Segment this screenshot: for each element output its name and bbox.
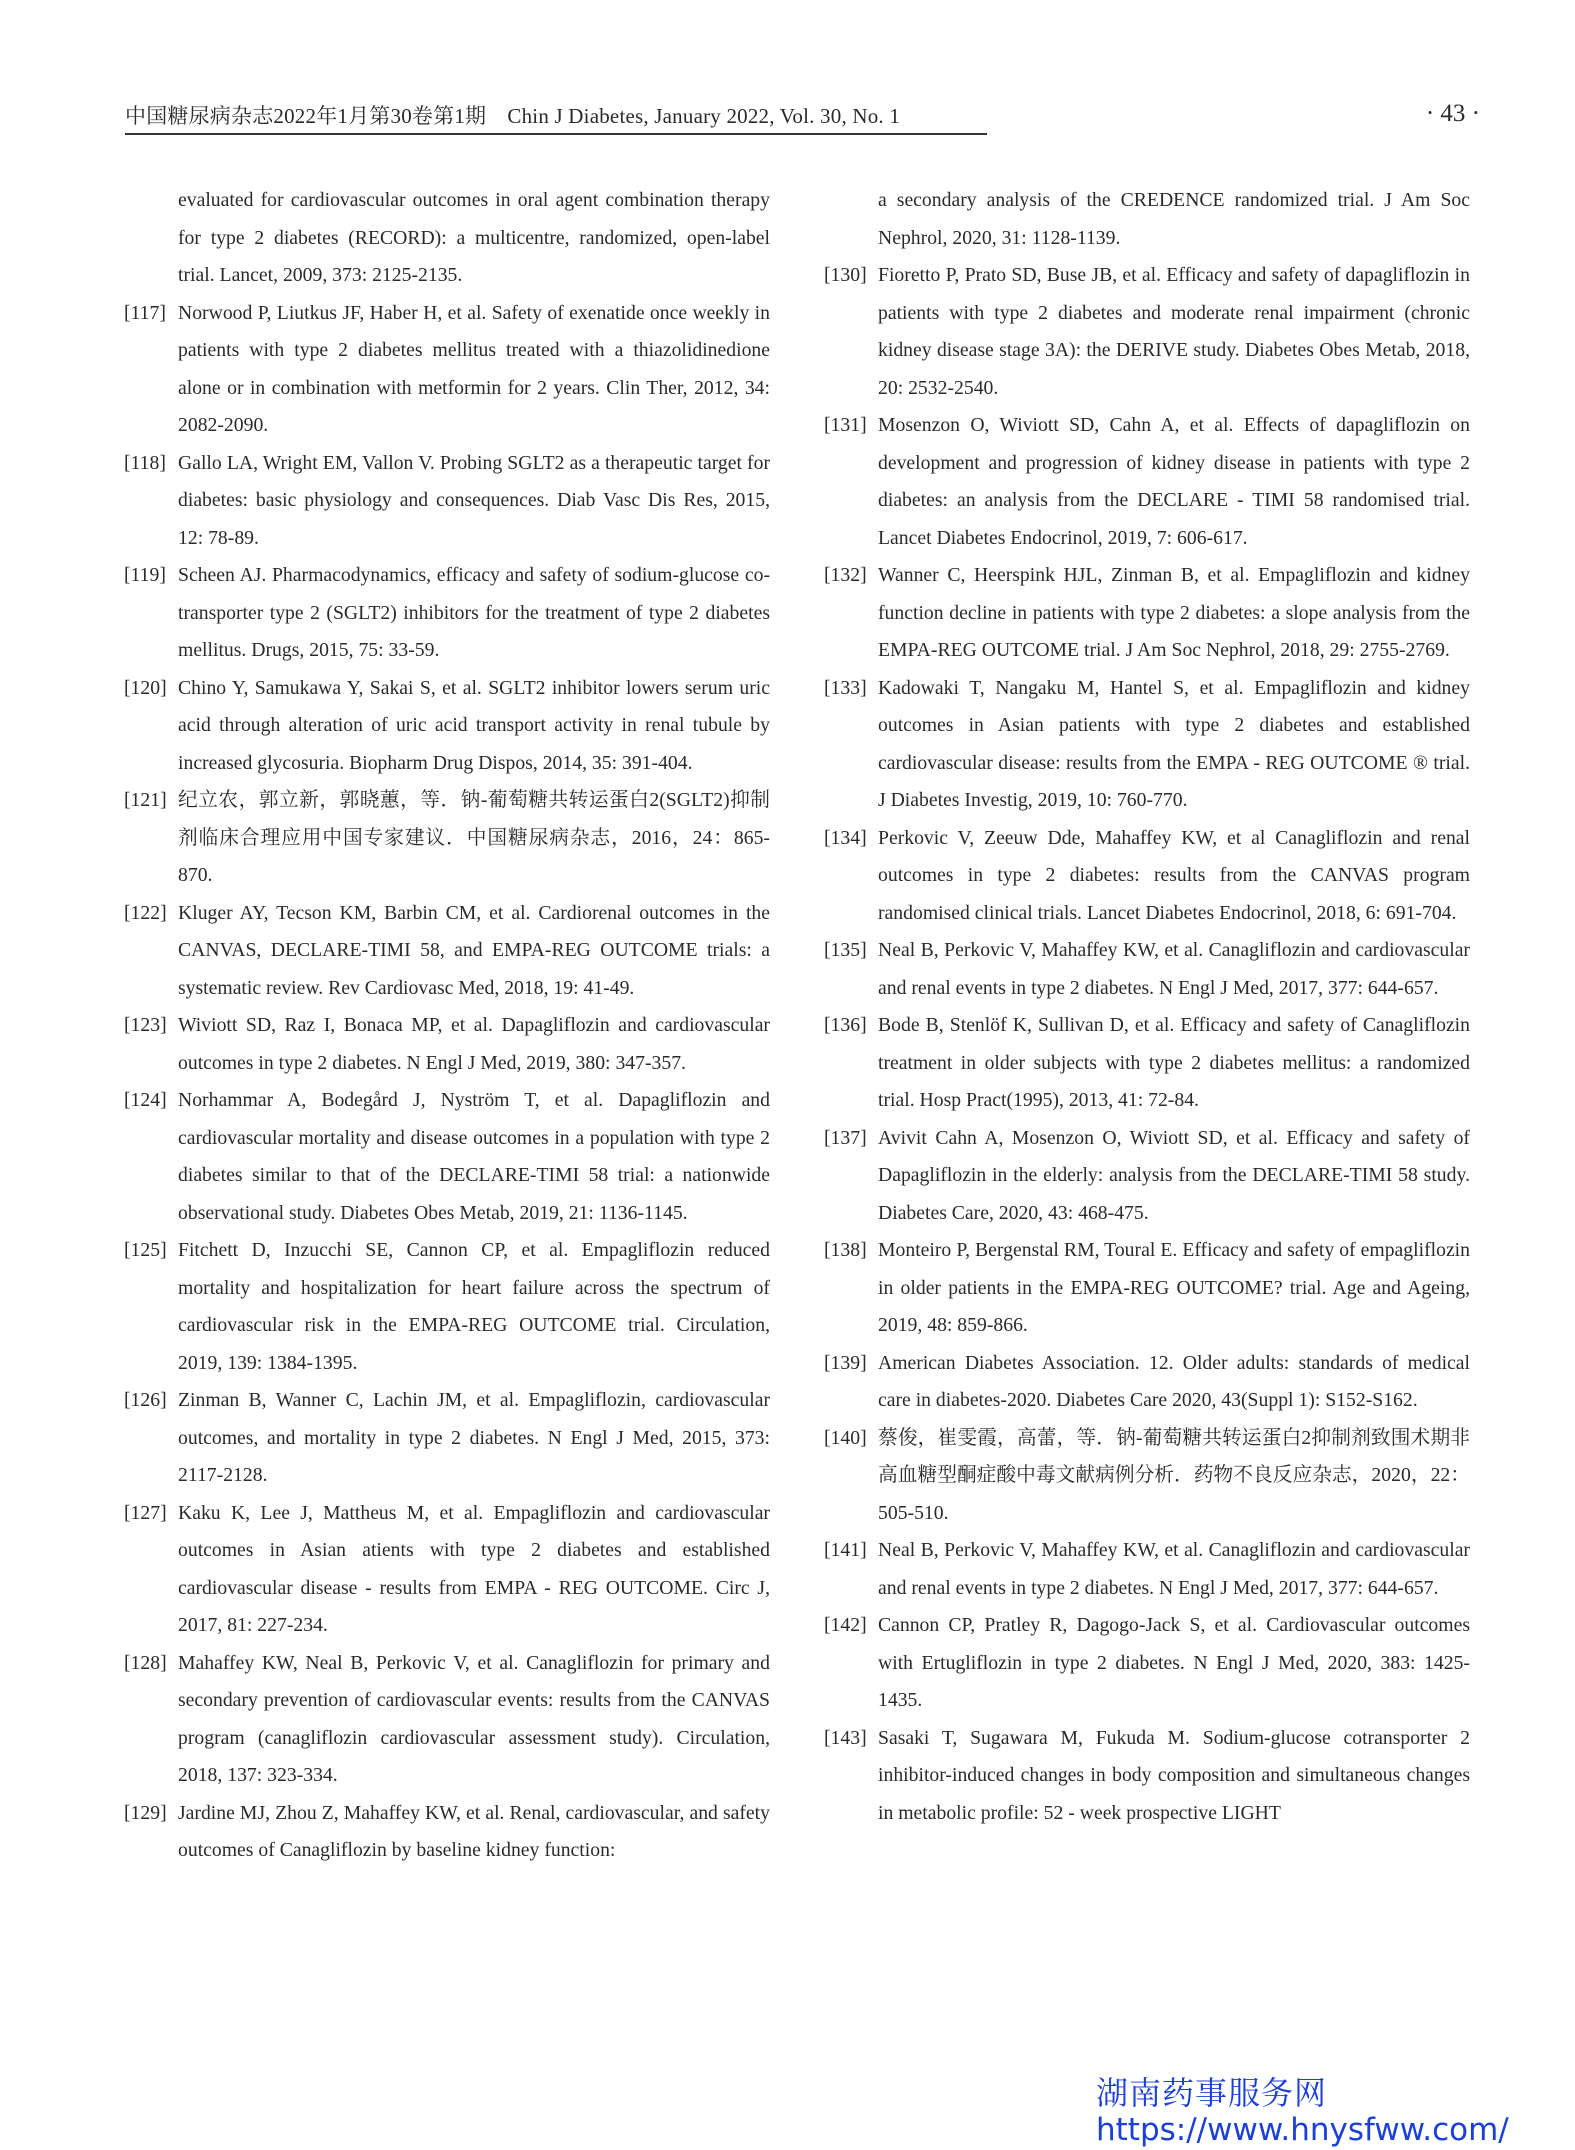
left-reference-list xyxy=(124,295,770,1870)
reference-number: [137] xyxy=(824,1126,867,1149)
reference-entry xyxy=(124,1007,770,1082)
reference-text: Kaku K, Lee J, Mattheus M, et al. Empagliflozin and cardiovascular outcomes in Asian atients with type 2 diabetes and established cardiovascular disease - results from EMPA - REG OUTCOME. Circ J, 2017, 81: 227-234. xyxy=(178,1501,770,1636)
reference-entry xyxy=(124,295,770,445)
reference-entry xyxy=(824,1420,1470,1533)
reference-entry xyxy=(824,1120,1470,1233)
reference-number: [128] xyxy=(124,1651,167,1674)
reference-continuation: evaluated for cardiovascular outcomes in oral agent combination therapy for type 2 diabetes (RECORD): a multicentre, randomized, open-label trial. Lancet, 2009, 373: 2125-2135. xyxy=(178,189,770,286)
reference-number: [118] xyxy=(124,451,166,474)
reference-number: [117] xyxy=(124,301,166,324)
right-reference-column xyxy=(824,182,1470,1832)
reference-entry xyxy=(824,1232,1470,1345)
reference-number: [124] xyxy=(124,1089,167,1111)
reference-entry xyxy=(124,1495,770,1645)
reference-entry xyxy=(824,1345,1470,1420)
reference-number: [142] xyxy=(824,1614,867,1636)
reference-entry xyxy=(124,895,770,1008)
watermark-site-name: 湖南药事服务网 xyxy=(1096,2074,1328,2112)
reference-text: Wiviott SD, Raz I, Bonaca MP, et al. Dapagliflozin and cardiovascular outcomes in type 2 diabetes. N Engl J Med, 2019, 380: 347-357. xyxy=(178,1014,770,1074)
reference-number: [141] xyxy=(824,1539,867,1561)
reference-number: [129] xyxy=(124,1801,167,1824)
reference-text: Chino Y, Samukawa Y, Sakai S, et al. SGLT2 inhibitor lowers serum uric acid through alteration of uric acid transport activity in renal tubule by increased glycosuria. Biopharm Drug Dispos, 2014, 35: 391-404. xyxy=(178,676,770,774)
reference-number: [134] xyxy=(824,826,867,849)
reference-text: Neal B, Perkovic V, Mahaffey KW, et al. Canagliflozin and cardiovascular and renal events in type 2 diabetes. N Engl J Med, 2017, 377: 644-657. xyxy=(878,939,1470,999)
reference-continuation: a secondary analysis of the CREDENCE randomized trial. J Am Soc Nephrol, 2020, 31: 1128-1139. xyxy=(878,189,1470,249)
reference-number: [138] xyxy=(824,1239,867,1261)
reference-entry xyxy=(824,1532,1470,1607)
reference-number: [143] xyxy=(824,1726,867,1749)
reference-number: [133] xyxy=(824,676,867,699)
watermark-url[interactable]: https://www.hnysfww.com/ xyxy=(1096,2112,1509,2148)
reference-entry xyxy=(124,670,770,783)
reference-entry xyxy=(824,820,1470,933)
reference-entry xyxy=(124,445,770,558)
reference-number: [132] xyxy=(824,564,867,586)
reference-number: [127] xyxy=(124,1501,167,1524)
reference-text: Norhammar A, Bodegård J, Nyström T, et al. Dapagliflozin and cardiovascular mortality and disease outcomes in a population with type 2 diabetes similar to that of the DECLARE-TIMI 58 trial: a nationwide observational study. Diabetes Obes Metab, 2019, 21: 1136-1145. xyxy=(178,1089,770,1224)
reference-number: [140] xyxy=(824,1426,867,1449)
reference-text: Bode B, Stenlöf K, Sullivan D, et al. Efficacy and safety of Canagliflozin treatment in older subjects with type 2 diabetes mellitus: a randomized trial. Hosp Pract(1995), 2013, 41: 72-84. xyxy=(878,1014,1470,1111)
reference-entry xyxy=(124,557,770,670)
reference-number: [135] xyxy=(824,939,867,961)
reference-text: Scheen AJ. Pharmacodynamics, efficacy and safety of sodium-glucose co-transporter type 2 (SGLT2) inhibitors for the treatment of type 2 diabetes mellitus. Drugs, 2015, 75: 33-59. xyxy=(178,564,770,661)
reference-text: Norwood P, Liutkus JF, Haber H, et al. Safety of exenatide once weekly in patients with type 2 diabetes mellitus treated with a thiazolidinedione alone or in combination with metformin for 2 years. Clin Ther, 2012, 34: 2082-2090. xyxy=(178,301,770,436)
reference-entry xyxy=(824,557,1470,670)
reference-entry xyxy=(124,1645,770,1795)
reference-entry xyxy=(824,407,1470,557)
reference-text: Wanner C, Heerspink HJL, Zinman B, et al. Empagliflozin and kidney function decline in patients with type 2 diabetes: a slope analysis from the EMPA-REG OUTCOME trial. J Am Soc Nephrol, 2018, 29: 2755-2769. xyxy=(878,564,1470,661)
reference-number: [136] xyxy=(824,1014,867,1036)
journal-citation: 中国糖尿病杂志2022年1月第30卷第1期 Chin J Diabetes, January 2022, Vol. 30, No. 1 xyxy=(125,104,901,128)
reference-entry xyxy=(824,257,1470,407)
reference-text: Mosenzon O, Wiviott SD, Cahn A, et al. Effects of dapagliflozin on development and progression of kidney disease in patients with type 2 diabetes: an analysis from the DECLARE - TIMI 58 randomised trial. Lancet Diabetes Endocrinol, 2019, 7: 606-617. xyxy=(878,414,1470,549)
reference-text: Cannon CP, Pratley R, Dagogo-Jack S, et al. Cardiovascular outcomes with Ertugliflozin in type 2 diabetes. N Engl J Med, 2020, 383: 1425-1435. xyxy=(878,1614,1470,1711)
reference-text: Fitchett D, Inzucchi SE, Cannon CP, et al. Empagliflozin reduced mortality and hospitalization for heart failure across the spectrum of cardiovascular risk in the EMPA-REG OUTCOME trial. Circulation, 2019, 139: 1384-1395. xyxy=(178,1239,770,1374)
site-watermark xyxy=(1096,2074,1509,2148)
running-header xyxy=(125,100,1480,134)
reference-text: 纪立农，郭立新，郭晓蕙，等．钠-葡萄糖共转运蛋白2(SGLT2)抑制剂临床合理应用中国专家建议．中国糖尿病杂志，2016，24：865-870. xyxy=(178,789,770,886)
reference-number: [123] xyxy=(124,1014,167,1036)
reference-text: American Diabetes Association. 12. Older adults: standards of medical care in diabetes-2020. Diabetes Care 2020, 43(Suppl 1): S152-S162. xyxy=(878,1351,1470,1411)
reference-text: Kadowaki T, Nangaku M, Hantel S, et al. Empagliflozin and kidney outcomes in Asian patients with type 2 diabetes and established cardiovascular disease: results from the EMPA - REG OUTCOME ® trial. J Diabetes Investig, 2019, 10: 760-770. xyxy=(878,676,1470,811)
reference-text: Kluger AY, Tecson KM, Barbin CM, et al. Cardiorenal outcomes in the CANVAS, DECLARE-TIMI 58, and EMPA-REG OUTCOME trials: a systematic review. Rev Cardiovasc Med, 2018, 19: 41-49. xyxy=(178,901,770,999)
reference-entry xyxy=(824,1720,1470,1833)
reference-text: Avivit Cahn A, Mosenzon O, Wiviott SD, et al. Efficacy and safety of Dapagliflozin in the elderly: analysis from the DECLARE-TIMI 58 study. Diabetes Care, 2020, 43: 468-475. xyxy=(878,1126,1470,1224)
page-number: · 43 · xyxy=(1425,100,1480,127)
reference-number: [131] xyxy=(824,414,867,436)
reference-text: Monteiro P, Bergenstal RM, Toural E. Efficacy and safety of empagliflozin in older patients in the EMPA-REG OUTCOME? trial. Age and Ageing, 2019, 48: 859-866. xyxy=(878,1239,1470,1336)
reference-number: [120] xyxy=(124,676,167,699)
left-reference-column xyxy=(124,182,770,1870)
reference-number: [119] xyxy=(124,564,166,586)
reference-text: Mahaffey KW, Neal B, Perkovic V, et al. Canagliflozin for primary and secondary prevention of cardiovascular events: results from the CANVAS program (canagliflozin cardiovascular assessment study). Circulation, 2018, 137: 323-334. xyxy=(178,1651,770,1786)
reference-entry xyxy=(124,1795,770,1870)
reference-entry xyxy=(124,1382,770,1495)
reference-text: Gallo LA, Wright EM, Vallon V. Probing SGLT2 as a therapeutic target for diabetes: basic physiology and consequences. Diab Vasc Dis Res, 2015, 12: 78-89. xyxy=(178,451,770,549)
reference-number: [130] xyxy=(824,264,867,286)
reference-text: Sasaki T, Sugawara M, Fukuda M. Sodium-glucose cotransporter 2 inhibitor-induced changes in body composition and simultaneous changes in metabolic profile: 52 - week prospective LIGHT xyxy=(878,1726,1470,1824)
reference-entry xyxy=(824,670,1470,820)
reference-number: [125] xyxy=(124,1239,167,1261)
reference-text: Zinman B, Wanner C, Lachin JM, et al. Empagliflozin, cardiovascular outcomes, and mortality in type 2 diabetes. N Engl J Med, 2015, 373: 2117-2128. xyxy=(178,1389,770,1486)
reference-entry xyxy=(124,782,770,895)
reference-number: [126] xyxy=(124,1389,167,1411)
right-reference-list xyxy=(824,257,1470,1832)
reference-text: Fioretto P, Prato SD, Buse JB, et al. Efficacy and safety of dapagliflozin in patients with type 2 diabetes and moderate renal impairment (chronic kidney disease stage 3A): the DERIVE study. Diabetes Obes Metab, 2018, 20: 2532-2540. xyxy=(878,264,1470,399)
reference-text: 蔡俊，崔雯霞，高蕾，等．钠-葡萄糖共转运蛋白2抑制剂致围术期非高血糖型酮症酸中毒文献病例分析．药物不良反应杂志，2020，22：505-510. xyxy=(878,1426,1470,1524)
reference-number: [122] xyxy=(124,901,167,924)
reference-entry xyxy=(124,1082,770,1232)
reference-entry xyxy=(824,1607,1470,1720)
reference-entry xyxy=(824,932,1470,1007)
header-rule xyxy=(125,133,987,135)
reference-text: Jardine MJ, Zhou Z, Mahaffey KW, et al. Renal, cardiovascular, and safety outcomes of Canagliflozin by baseline kidney function: xyxy=(178,1801,770,1861)
reference-entry xyxy=(824,1007,1470,1120)
reference-text: Perkovic V, Zeeuw Dde, Mahaffey KW, et al Canagliflozin and renal outcomes in type 2 diabetes: results from the CANVAS program randomised clinical trials. Lancet Diabetes Endocrinol, 2018, 6: 691-704. xyxy=(878,826,1470,924)
reference-text: Neal B, Perkovic V, Mahaffey KW, et al. Canagliflozin and cardiovascular and renal events in type 2 diabetes. N Engl J Med, 2017, 377: 644-657. xyxy=(878,1539,1470,1599)
reference-number: [121] xyxy=(124,789,167,811)
reference-number: [139] xyxy=(824,1351,867,1374)
reference-entry xyxy=(124,1232,770,1382)
